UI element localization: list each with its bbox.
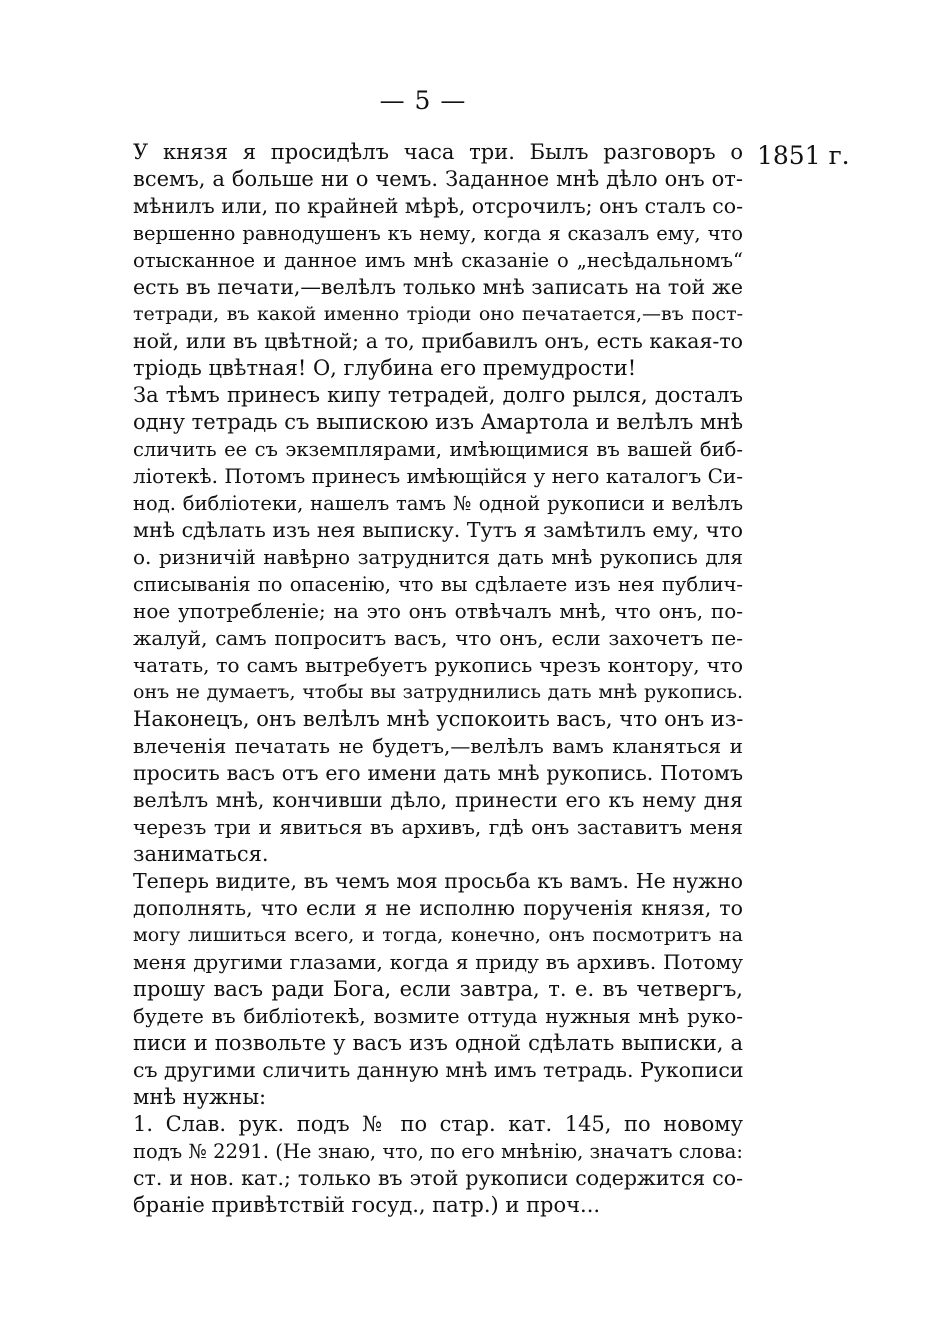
text-line: тетради, въ какой именно тріоди оно печатается,—въ пост- (133, 303, 743, 325)
text-line: меня другими глазами, когда я приду въ архивъ. Потому (133, 950, 743, 974)
margin-year-note: 1851 г. (757, 141, 850, 170)
text-line: ст. и нов. кат.; только въ этой рукописи содержится со- (133, 1166, 743, 1190)
text-line: дополнять, что если я не исполню порученія князя, то (133, 896, 743, 920)
text-line: Наконецъ, онъ велѣлъ мнѣ успокоить васъ, что онъ из- (133, 707, 744, 731)
text-line: ное употребленіе; на это онъ отвѣчалъ мнѣ, что онъ, по- (133, 599, 743, 623)
text-line: могу лишиться всего, и тогда, конечно, онъ посмотритъ на (133, 924, 743, 946)
text-line: будете въ библіотекѣ, возмите оттуда нужныя мнѣ руко- (133, 1004, 743, 1028)
page-number: — 5 — (379, 86, 467, 115)
text-line: онъ не думаетъ, чтобы вы затруднились дать мнѣ рукопись. (133, 681, 743, 703)
text-line: У князя я просидѣлъ часа три. Былъ разговоръ о (133, 140, 743, 164)
text-line: списыванія по опасенію, что вы сдѣлаете изъ нея публич- (133, 573, 743, 596)
text-line: влеченія печатать не будетъ,—велѣлъ вамъ кланяться и (133, 734, 743, 758)
text-line: ліотекѣ. Потомъ принесъ имѣющійся у него каталогъ Си- (133, 464, 743, 488)
text-line: велѣлъ мнѣ, кончивши дѣло, принести его къ нему дня (133, 788, 743, 812)
text-line: съ другими сличить данную мнѣ имъ тетрадь. Рукописи (133, 1058, 744, 1082)
text-line: вершенно равнодушенъ къ нему, когда я сказалъ ему, что (133, 222, 743, 245)
text-line: писи и позвольте у васъ изъ одной сдѣлать выписки, а (133, 1031, 743, 1055)
text-line: мѣнилъ или, по крайней мѣрѣ, отсрочилъ; онъ сталъ со- (133, 194, 744, 218)
text-line: подъ № 2291. (Не знаю, что, по его мнѣнію, значатъ слова: (133, 1140, 743, 1163)
text-line: просить васъ отъ его имени дать мнѣ рукопись. Потомъ (133, 761, 743, 785)
text-line: о. ризничій навѣрно затруднится дать мнѣ рукопись для (133, 545, 743, 569)
text-line: чатать, то самъ вытребуетъ рукопись чрезъ контору, что (133, 653, 743, 677)
text-line: черезъ три и явиться въ архивъ, гдѣ онъ заставитъ меня (133, 815, 743, 839)
text-line: Теперь видите, въ чемъ моя просьба къ вамъ. Не нужно (133, 869, 743, 893)
text-line: тріодь цвѣтная! О, глубина его премудрости! (133, 356, 637, 380)
text-line: За тѣмъ принесъ кипу тетрадей, долго рылся, досталъ (133, 383, 743, 407)
text-line: сличить ее съ экземплярами, имѣющимися въ вашей биб- (133, 438, 743, 461)
text-line: есть въ печати,—велѣлъ только мнѣ записать на той же (133, 275, 743, 299)
text-line: заниматься. (133, 842, 269, 866)
text-line: браніе привѣтствій госуд., патр.) и проч... (133, 1193, 601, 1217)
text-line: отысканное и данное имъ мнѣ сказаніе о „несѣдальномъ“ (133, 249, 743, 272)
text-line: всемъ, а больше ни о чемъ. Заданное мнѣ дѣло онъ от- (133, 167, 743, 191)
text-line: прошу васъ ради Бога, если завтра, т. е. въ четвергъ, (133, 977, 743, 1001)
text-line: мнѣ сдѣлать изъ нея выписку. Тутъ я замѣтилъ ему, что (133, 518, 743, 542)
text-line: нод. библіотеки, нашелъ тамъ № одной рукописи и велѣлъ (133, 492, 743, 515)
text-line: 1. Слав. рук. подъ № по стар. кат. 145, по новому (133, 1112, 743, 1136)
text-line: мнѣ нужны: (133, 1085, 267, 1109)
text-line: жалуй, самъ попроситъ васъ, что онъ, если захочетъ пе- (133, 626, 743, 650)
text-line: ной, или въ цвѣтной; а то, прибавилъ онъ, есть какая-то (133, 329, 743, 353)
text-line: одну тетрадь съ выпискою изъ Амартола и велѣлъ мнѣ (133, 410, 743, 434)
